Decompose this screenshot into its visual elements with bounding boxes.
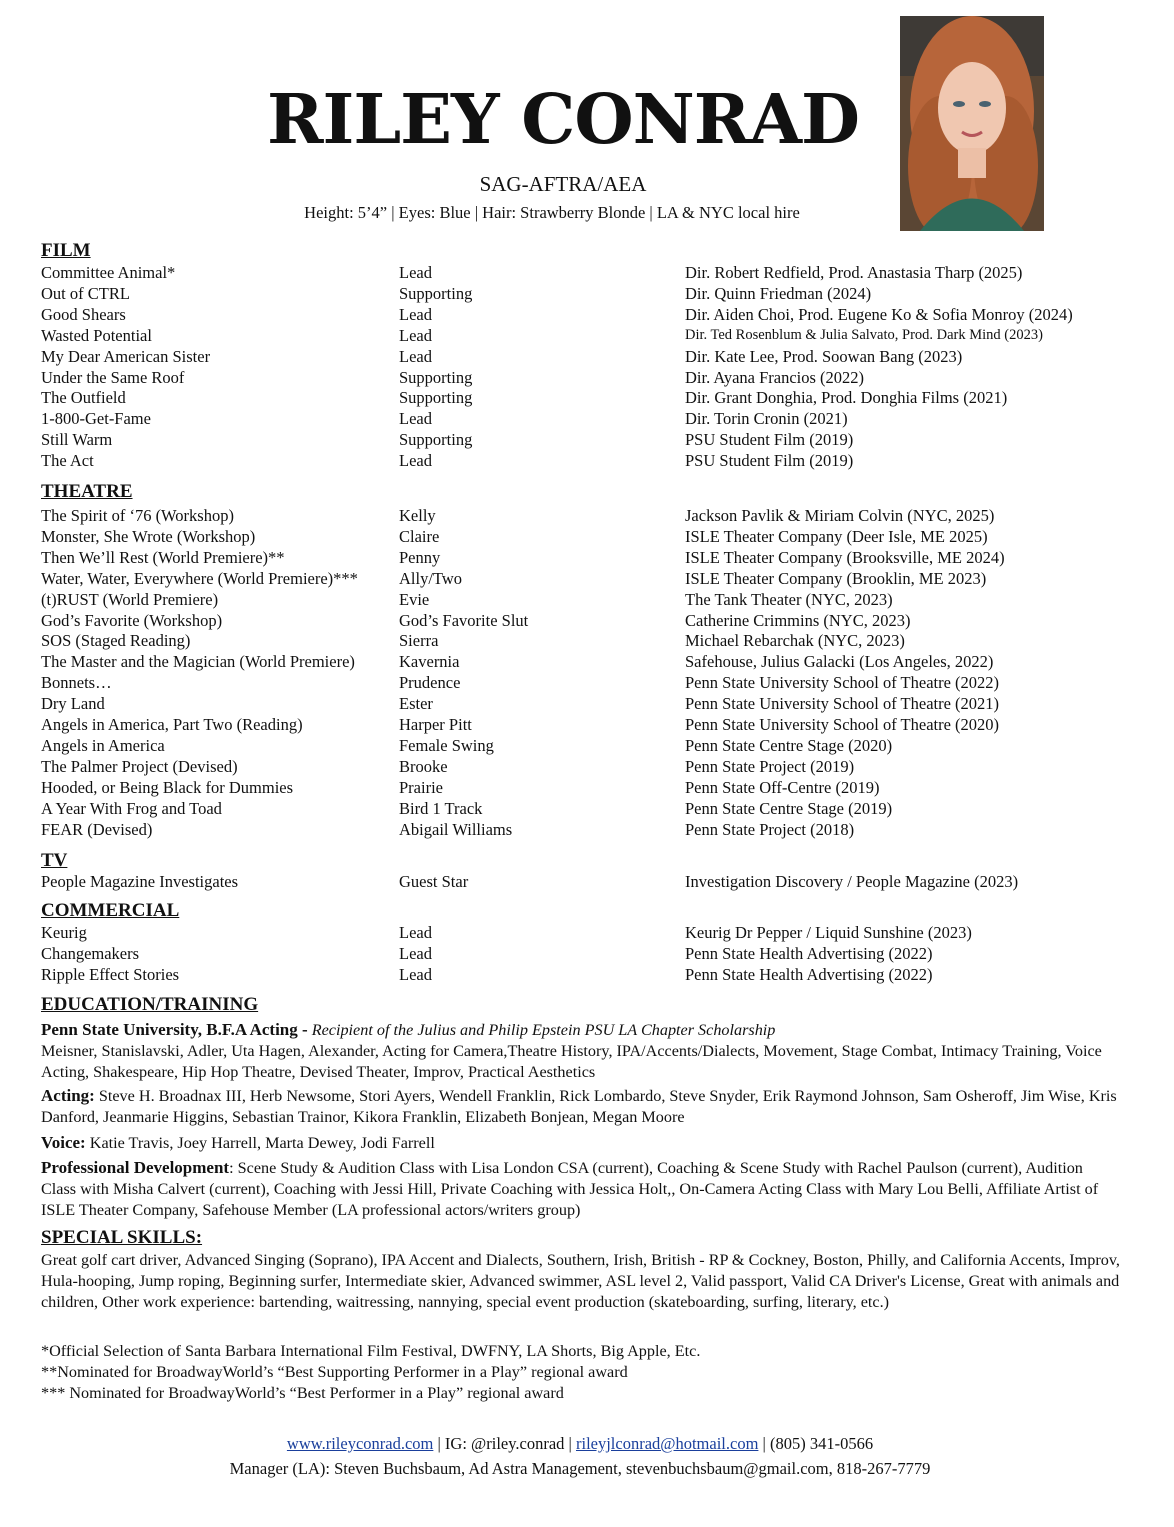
footnote-3: *** Nominated for BroadwayWorld’s “Best Performer in a Play” regional award xyxy=(41,1384,564,1402)
commercial-row xyxy=(41,943,1141,964)
film-row xyxy=(41,450,1141,471)
commercial-heading: COMMERCIAL xyxy=(41,900,180,921)
director-company: Penn State University School of Theatre (2020) xyxy=(685,715,1000,734)
director-company: Dir. Robert Redfield, Prod. Anastasia Tharp (2025) xyxy=(685,263,1023,282)
role: Lead xyxy=(399,263,432,282)
role: Lead xyxy=(399,944,432,963)
role: Supporting xyxy=(399,388,473,408)
project-title: My Dear American Sister xyxy=(41,346,211,366)
commercial-row xyxy=(41,922,1141,943)
theatre-row xyxy=(41,589,1141,610)
scholarship-note: Recipient of the Julius and Philip Epstein PSU LA Chapter Scholarship xyxy=(311,1021,776,1039)
project-title: FEAR (Devised) xyxy=(41,819,153,839)
project-title: Then We’ll Rest (World Premiere)** xyxy=(41,547,285,567)
tv-heading: TV xyxy=(41,850,68,871)
role: Supporting xyxy=(399,283,473,303)
footnote-2: **Nominated for BroadwayWorld’s “Best Supporting Performer in a Play” regional award xyxy=(41,1363,628,1381)
director-company: PSU Student Film (2019) xyxy=(685,430,854,450)
project-title: 1-800-Get-Fame xyxy=(41,409,151,429)
film-row xyxy=(41,283,1141,304)
role: Lead xyxy=(399,923,432,942)
director-company: Jackson Pavlik & Miriam Colvin (NYC, 2025) xyxy=(685,506,995,525)
skills-heading: SPECIAL SKILLS: xyxy=(41,1227,203,1248)
director-company: Penn State Health Advertising (2022) xyxy=(685,944,933,963)
director-company: Penn State Centre Stage (2020) xyxy=(685,735,893,755)
school-name: Penn State University, B.F.A Acting - xyxy=(41,1020,308,1039)
role: Prudence xyxy=(399,673,461,693)
project-title: Water, Water, Everywhere (World Premiere)*** xyxy=(41,568,358,588)
project-title: The Outfield xyxy=(41,388,126,408)
education-curriculum: Meisner, Stanislavski, Adler, Uta Hagen, Alexander, Acting for Camera,Theatre History, IPA/Accents/Dialects, Movement, Stage Combat, Intimacy Training, Voice Acting, Shakespeare, Hip Hop Theatre, Devised Theater, Improv, Practical Aesthetics xyxy=(41,1042,1102,1081)
film-row xyxy=(41,262,1141,283)
project-title: People Magazine Investigates xyxy=(41,872,239,891)
role: Female Swing xyxy=(399,735,494,755)
theatre-row xyxy=(41,672,1141,693)
project-title: The Spirit of ‘76 (Workshop) xyxy=(41,506,234,525)
role: Kavernia xyxy=(399,652,460,672)
theatre-heading: THEATRE xyxy=(41,481,133,502)
project-title: Wasted Potential xyxy=(41,325,152,345)
project-title: Dry Land xyxy=(41,694,105,714)
project-title: Monster, She Wrote (Workshop) xyxy=(41,526,256,546)
director-company: Michael Rebarchak (NYC, 2023) xyxy=(685,631,905,651)
film-row xyxy=(41,429,1141,450)
project-title: God’s Favorite (Workshop) xyxy=(41,610,223,630)
role: Brooke xyxy=(399,756,448,776)
prodev-label: Professional Development xyxy=(41,1158,230,1177)
project-title: The Act xyxy=(41,451,94,471)
project-title: Ripple Effect Stories xyxy=(41,965,180,984)
project-title: Under the Same Roof xyxy=(41,367,185,387)
role: Harper Pitt xyxy=(399,715,472,734)
education-heading: EDUCATION/TRAINING xyxy=(41,994,259,1015)
project-title: Angels in America xyxy=(41,735,165,755)
footnote-1: *Official Selection of Santa Barbara International Film Festival, DWFNY, LA Shorts, Big Apple, Etc. xyxy=(41,1342,701,1360)
theatre-row xyxy=(41,714,1141,735)
director-company: Penn State Health Advertising (2022) xyxy=(685,965,933,984)
project-title: Bonnets… xyxy=(41,673,112,693)
role: Lead xyxy=(399,304,432,324)
film-row xyxy=(41,304,1141,325)
acting-teachers xyxy=(41,1085,1121,1128)
theatre-row xyxy=(41,651,1141,672)
page-title: RILEY CONRAD xyxy=(267,80,859,160)
film-row xyxy=(41,387,1141,408)
film-row xyxy=(41,325,1141,346)
role: Lead xyxy=(399,451,432,471)
theatre-row xyxy=(41,505,1141,526)
role: Prairie xyxy=(399,777,443,797)
project-title: Good Shears xyxy=(41,304,126,324)
role: Sierra xyxy=(399,631,439,651)
email-link[interactable]: rileyjlconrad@hotmail.com xyxy=(575,1434,759,1453)
director-company: Dir. Ayana Francios (2022) xyxy=(685,367,865,387)
film-heading: FILM xyxy=(41,240,91,261)
project-title: Angels in America, Part Two (Reading) xyxy=(41,715,303,734)
contact-line xyxy=(0,1434,1160,1454)
role: Claire xyxy=(399,526,440,546)
role: Lead xyxy=(399,965,432,984)
acting-list: Steve H. Broadnax III, Herb Newsome, Stori Ayers, Wendell Franklin, Rick Lombardo, Steve Snyder, Erik Raymond Johnson, Sam Osheroff, Jim Wise, Kris Danford, Jeanmarie Higgins, Sebastian Trainor, Kikora Franklin, Elizabeth Bonjean, Megan Moore xyxy=(41,1087,1117,1126)
director-company: Safehouse, Julius Galacki (Los Angeles, 2022) xyxy=(685,652,994,672)
role: Supporting xyxy=(399,430,473,450)
director-company: Dir. Aiden Choi, Prod. Eugene Ko & Sofia Monroy (2024) xyxy=(685,304,1073,324)
physical-stats: Height: 5’4” | Eyes: Blue | Hair: Strawberry Blonde | LA & NYC local hire xyxy=(304,203,800,222)
film-row xyxy=(41,408,1141,429)
role: Kelly xyxy=(399,506,436,525)
manager-line: Manager (LA): Steven Buchsbaum, Ad Astra Management, stevenbuchsbaum@gmail.com, 818-267-7779 xyxy=(229,1459,931,1478)
project-title: SOS (Staged Reading) xyxy=(41,631,191,651)
prodev-list: : Scene Study & Audition Class with Lisa London CSA (current), Coaching & Scene Study with Rachel Paulson (current), Audition Class with Misha Calvert (current), Coaching with Jessi Hill, Private Coaching with Jessica Holt,, On-Camera Acting Class with Mary Lou Belli, Affiliate Artist of ISLE Theater Company, Safehouse Member (LA professional actors/writers group) xyxy=(41,1159,1099,1219)
project-title: The Master and the Magician (World Premiere) xyxy=(41,652,355,672)
theatre-row xyxy=(41,568,1141,589)
theatre-row xyxy=(41,547,1141,568)
director-company: Penn State Project (2019) xyxy=(685,756,855,776)
role: God’s Favorite Slut xyxy=(399,610,529,630)
director-company: Penn State Centre Stage (2019) xyxy=(685,798,893,818)
project-title: Hooded, or Being Black for Dummies xyxy=(41,777,294,797)
director-company: Penn State University School of Theatre (2022) xyxy=(685,673,1000,693)
project-title: Still Warm xyxy=(41,430,113,450)
director-company: Dir. Ted Rosenblum & Julia Salvato, Prod. Dark Mind (2023) xyxy=(685,326,1043,343)
theatre-row xyxy=(41,693,1141,714)
role: Penny xyxy=(399,547,441,567)
project-title: Keurig xyxy=(41,923,87,942)
role: Lead xyxy=(399,346,432,366)
theatre-row xyxy=(41,630,1141,651)
project-title: Committee Animal* xyxy=(41,263,176,282)
project-title: A Year With Frog and Toad xyxy=(41,798,222,818)
director-company: Penn State Off-Centre (2019) xyxy=(685,777,880,797)
director-company: Dir. Quinn Friedman (2024) xyxy=(685,283,872,303)
skills-list: Great golf cart driver, Advanced Singing (Soprano), IPA Accent and Dialects, Southern, Irish, British - RP & Cockney, Boston, Philly, and California Accents, Improv, Hula-hooping, Jump roping, Beginning surfer, Intermediate skier, Advanced swimmer, ASL level 2, Valid passport, Valid CA Driver's License, Great with animals and children, Other work experience: bartending, waitressing, nannying, special event production (skateboarding, surfing, literary, etc.) xyxy=(41,1251,1120,1311)
director-company: The Tank Theater (NYC, 2023) xyxy=(685,589,893,609)
commercial-row xyxy=(41,964,1141,985)
theatre-row xyxy=(41,777,1141,798)
role: Evie xyxy=(399,589,430,609)
director-company: Dir. Grant Donghia, Prod. Donghia Films (2021) xyxy=(685,388,1008,408)
theatre-row xyxy=(41,798,1141,819)
director-company: Dir. Torin Cronin (2021) xyxy=(685,409,848,429)
theatre-row xyxy=(41,819,1141,840)
website-link[interactable]: www.rileyconrad.com xyxy=(286,1434,434,1453)
director-company: ISLE Theater Company (Brooklin, ME 2023) xyxy=(685,568,987,588)
film-row xyxy=(41,346,1141,367)
union-status: SAG-AFTRA/AEA xyxy=(479,172,647,196)
director-company: Keurig Dr Pepper / Liquid Sunshine (2023) xyxy=(685,923,972,942)
theatre-row xyxy=(41,610,1141,631)
phone-number: | (805) 341-0566 xyxy=(758,1434,874,1453)
role: Bird 1 Track xyxy=(399,798,483,818)
theatre-row xyxy=(41,735,1141,756)
project-title: Out of CTRL xyxy=(41,283,130,303)
project-title: The Palmer Project (Devised) xyxy=(41,756,238,776)
project-title: Changemakers xyxy=(41,944,140,963)
role: Guest Star xyxy=(399,872,469,891)
headshot-photo xyxy=(900,16,1044,231)
voice-label: Voice: xyxy=(41,1133,86,1152)
theatre-row xyxy=(41,526,1141,547)
director-company: Penn State University School of Theatre (2021) xyxy=(685,694,1000,714)
role: Ally/Two xyxy=(399,568,463,588)
role: Supporting xyxy=(399,367,473,387)
voice-teachers xyxy=(41,1132,1121,1154)
education-school xyxy=(41,1019,1121,1041)
director-company: ISLE Theater Company (Deer Isle, ME 2025) xyxy=(685,526,988,546)
role: Lead xyxy=(399,325,432,345)
role: Lead xyxy=(399,409,432,429)
role: Abigail Williams xyxy=(399,819,513,839)
director-company: Catherine Crimmins (NYC, 2023) xyxy=(685,610,911,630)
director-company: Investigation Discovery / People Magazine (2023) xyxy=(685,872,1019,891)
instagram-handle: | IG: @riley.conrad | xyxy=(433,1434,576,1453)
professional-development xyxy=(41,1157,1121,1221)
role: Ester xyxy=(399,694,433,714)
theatre-row xyxy=(41,756,1141,777)
acting-label: Acting: xyxy=(41,1086,95,1105)
tv-row xyxy=(41,871,1141,892)
film-row xyxy=(41,367,1141,388)
director-company: Penn State Project (2018) xyxy=(685,819,855,839)
director-company: PSU Student Film (2019) xyxy=(685,451,854,471)
voice-list: Katie Travis, Joey Harrell, Marta Dewey, Jodi Farrell xyxy=(89,1134,435,1152)
director-company: ISLE Theater Company (Brooksville, ME 2024) xyxy=(685,547,1005,567)
project-title: (t)RUST (World Premiere) xyxy=(41,589,219,609)
director-company: Dir. Kate Lee, Prod. Soowan Bang (2023) xyxy=(685,346,963,366)
